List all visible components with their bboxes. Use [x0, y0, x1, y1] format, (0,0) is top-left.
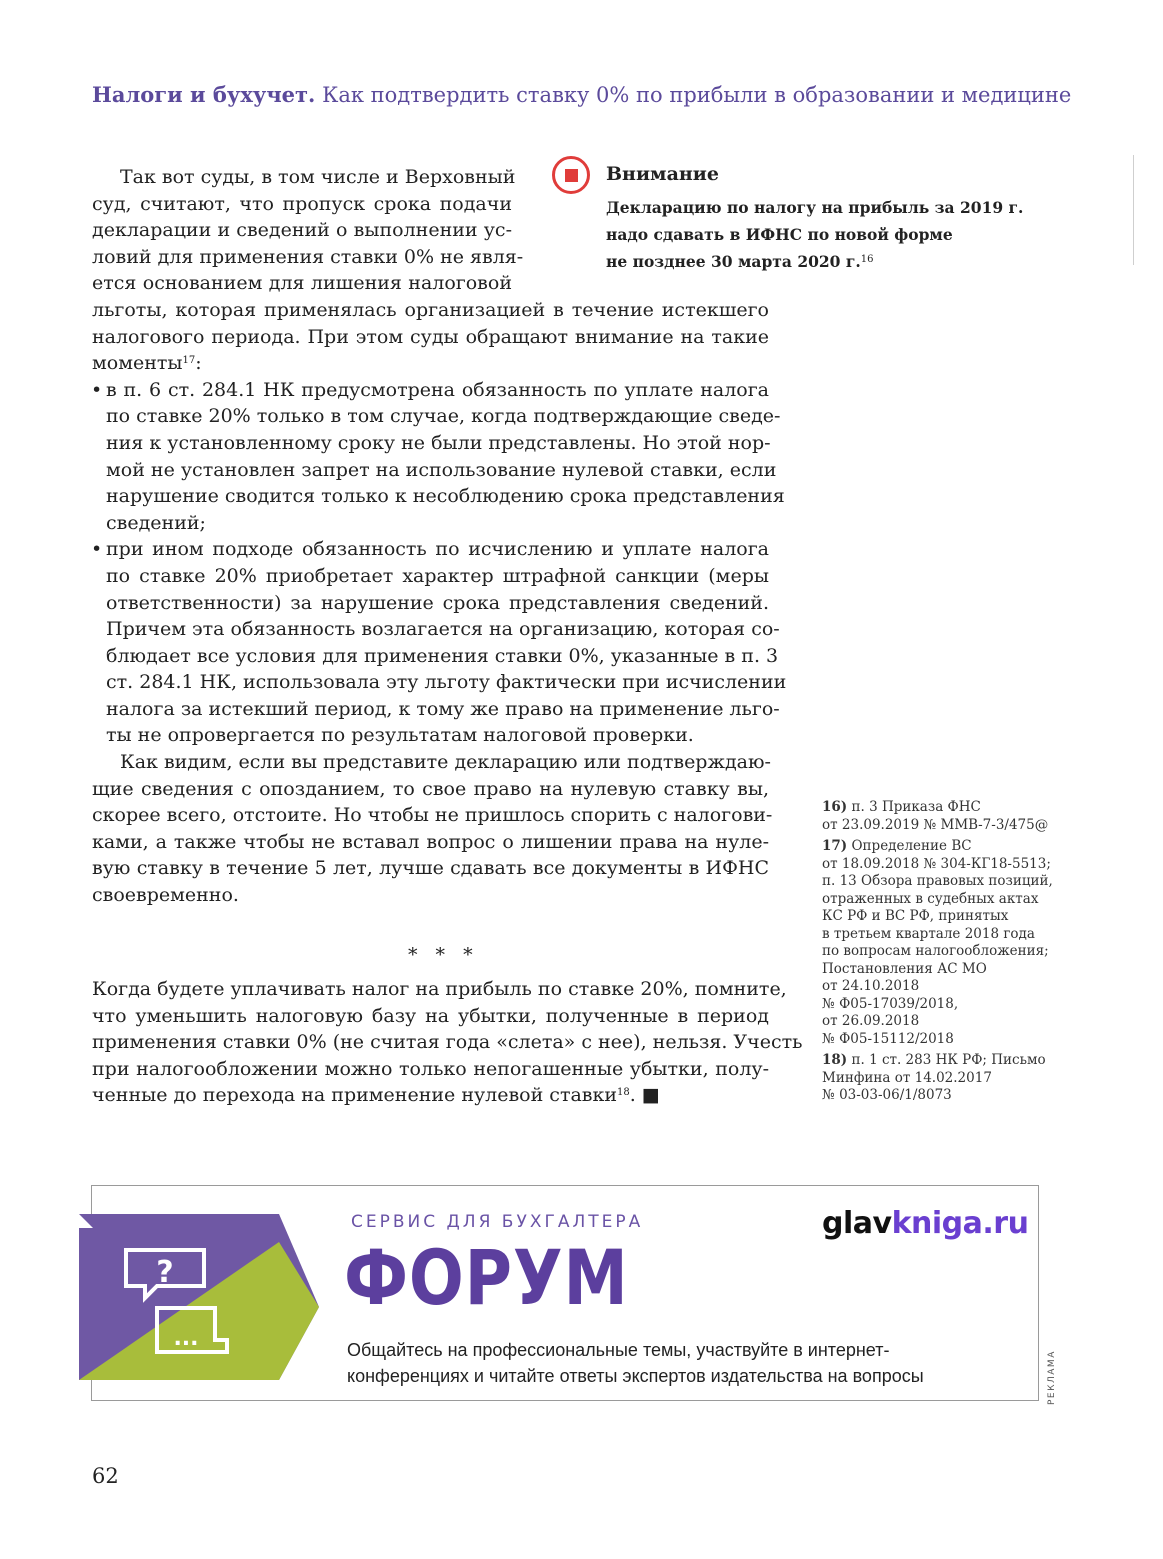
header-title: Как подтвердить ставку 0% по прибыли в образовании и медицине: [322, 83, 1072, 107]
bubble-question: ?: [156, 1255, 174, 1290]
list-item: [91, 377, 785, 537]
text-line: в третьем квартале 2018 года: [822, 925, 1035, 942]
text-line: при ином подходе обязанность по исчислению и уплате налога: [106, 538, 769, 561]
text-line: № 03-03-06/1/8073: [822, 1087, 952, 1103]
text-line: нарушение сводится только к несоблюдению срока представления: [106, 485, 785, 508]
text-line: ты не опровергается по результатам налоговой проверки.: [106, 724, 694, 747]
text-line: от 26.09.2018: [822, 1013, 920, 1029]
text-line: Так вот суды, в том числе и Верховный: [120, 166, 516, 188]
text-line: блюдает все условия для применения ставки 0%, указанные в п. 3: [106, 644, 779, 667]
text-line: ками, а также чтобы не вставал вопрос о лишении права на нуле-: [92, 830, 769, 853]
text-line: КС РФ и ВС РФ, принятых: [822, 908, 1009, 924]
text-line: Когда будете уплачивать налог на прибыль по ставке 20%, помните,: [92, 978, 787, 1000]
text-line: ловий для применения ставки 0% не явля-: [92, 245, 524, 268]
list-item: [91, 536, 787, 749]
text-line: по ставке 20% приобретает характер штрафной санкции (меры: [106, 564, 769, 587]
attention-line: не позднее 30 марта 2020 г.$^{16}$: [606, 252, 874, 271]
attention-line: надо сдавать в ИФНС по новой форме: [606, 225, 953, 244]
glavkniga-logo[interactable]: glavkniga.ru: [822, 1206, 1029, 1241]
text-line: Минфина от 14.02.2017: [822, 1069, 992, 1086]
attention-line: Декларацию по налогу на прибыль за 2019 г.: [606, 198, 1024, 217]
text-line: налогового периода. При этом суды обращают внимание на такие: [92, 325, 769, 348]
text-line: ется основанием для лишения налоговой: [92, 272, 512, 295]
text-line: в п. 6 ст. 284.1 НК предусмотрена обязанность по уплате налога: [106, 378, 769, 401]
text-line: по вопросам налогообложения;: [822, 943, 1049, 959]
text-line: декларации и сведений о выполнении ус-: [92, 219, 512, 242]
text-line: п. 13 Обзора правовых позиций,: [822, 873, 1053, 889]
text-line: применения ставки 0% (не считая года «слета» с нее), нельзя. Учесть: [92, 1031, 803, 1054]
text-line: при налогообложении можно только непогашенные убытки, полу-: [92, 1057, 769, 1080]
footnote-ref: 18: [617, 1087, 630, 1099]
attention-text: [606, 194, 1026, 275]
bullet: •: [91, 538, 103, 561]
text-line: сведений;: [106, 511, 206, 534]
text-line: отраженных в судебных актах: [822, 890, 1039, 907]
footnote-16: 16) п. 3 Приказа ФНС от 23.09.2019 № ММВ-7-3/475@: [822, 799, 1062, 834]
text-line: вую ставку в течение 5 лет, лучше сдавать все документы в ИФНС: [92, 857, 769, 880]
ad-title: ФОРУМ: [344, 1233, 629, 1322]
text-line: суд, считают, что пропуск срока подачи: [92, 192, 512, 215]
text-line: от 18.09.2018 № 304-КГ18-5513;: [822, 855, 1051, 872]
text-line: Причем эта обязанность возлагается на организацию, которая со-: [106, 618, 780, 641]
text-line: от 24.10.2018: [822, 978, 920, 994]
header-section: Налоги и бухучет.: [92, 82, 316, 107]
page-header: [92, 82, 1072, 107]
page-number: 62: [92, 1464, 119, 1488]
ad-body: [347, 1337, 924, 1389]
text-line: Как видим, если вы представите декларацию или подтверждаю-: [120, 751, 771, 774]
text-line: льготы, которая применялась организацией в течение истекшего: [92, 298, 769, 321]
text-line: что уменьшить налоговую базу на убытки, полученные в период: [92, 1004, 769, 1027]
footnote-17: 17) Определение ВС от 18.09.2018 № 304-КГ18-5513; п. 13 Обзора правовых позиций, отраженных в судебных актах КС РФ и ВС РФ, принятых в третьем квартале 2018 года по вопросам налогообложения; Постановления АС МО от 24.10.2018 № Ф05-17039/2018, от 26.09.2018 № Ф05-15112/2018: [822, 838, 1062, 1048]
text-line: от 23.09.2019 № ММВ-7-3/475@: [822, 816, 1049, 833]
text-line: Общайтесь на профессиональные темы, участвуйте в интернет-: [347, 1340, 890, 1360]
footnote-ref: 17: [182, 355, 196, 367]
text-line: ния к установленному сроку не были представлены. Но этой нор-: [106, 431, 771, 454]
footnote-number: 16): [822, 799, 848, 815]
footnotes: [822, 799, 1062, 1105]
side-rule: [1133, 155, 1134, 265]
footnote-number: 18): [822, 1052, 848, 1068]
footnote-18: 18) п. 1 ст. 283 НК РФ; Письмо Минфина от 14.02.2017 № 03-03-06/1/8073: [822, 1052, 1062, 1105]
text-line: мой не установлен запрет на использование нулевой ставки, если: [106, 458, 777, 481]
forum-graphic: [79, 1212, 324, 1384]
text-line: ченные до перехода на применение нулевой ставки$^{18}$. ■: [92, 1084, 660, 1107]
text-line: № Ф05-17039/2018,: [822, 995, 959, 1012]
text-line: ответственности) за нарушение срока представления сведений.: [106, 591, 769, 614]
ad-subtitle: СЕРВИС ДЛЯ БУХГАЛТЕРА: [351, 1212, 644, 1232]
stop-icon: [552, 156, 590, 194]
text-line: Постановления АС МО: [822, 960, 987, 977]
text-line: скорее всего, отстоите. Но чтобы не пришлось спорить с налогови-: [92, 804, 773, 827]
text-line: налога за истекший период, к тому же право на применение льго-: [106, 697, 780, 720]
section-separator: * * *: [408, 944, 479, 966]
ad-label: РЕКЛАМА: [1047, 1350, 1057, 1405]
text-line: № Ф05-15112/2018: [822, 1030, 954, 1047]
paragraph-3: [92, 976, 803, 1109]
bubble-dots: ...: [173, 1326, 199, 1351]
text-line: моменты$^{17}$:: [92, 352, 202, 375]
text-line: по ставке 20% только в том случае, когда подтверждающие сведе-: [106, 405, 781, 428]
text-line: своевременно.: [92, 884, 239, 907]
text-line: ст. 284.1 НК, использовала эту льготу фактически при исчислении: [106, 671, 787, 694]
attention-title: Внимание: [606, 163, 719, 185]
text-line: щие сведения с опозданием, то свое право на нулевую ставку вы,: [92, 777, 769, 800]
footnote-number: 17): [822, 838, 848, 854]
bullet: •: [91, 378, 103, 401]
text-line: конференциях и читайте ответы экспертов издательства на вопросы: [347, 1366, 924, 1386]
footnote-ref: 16: [860, 254, 874, 265]
